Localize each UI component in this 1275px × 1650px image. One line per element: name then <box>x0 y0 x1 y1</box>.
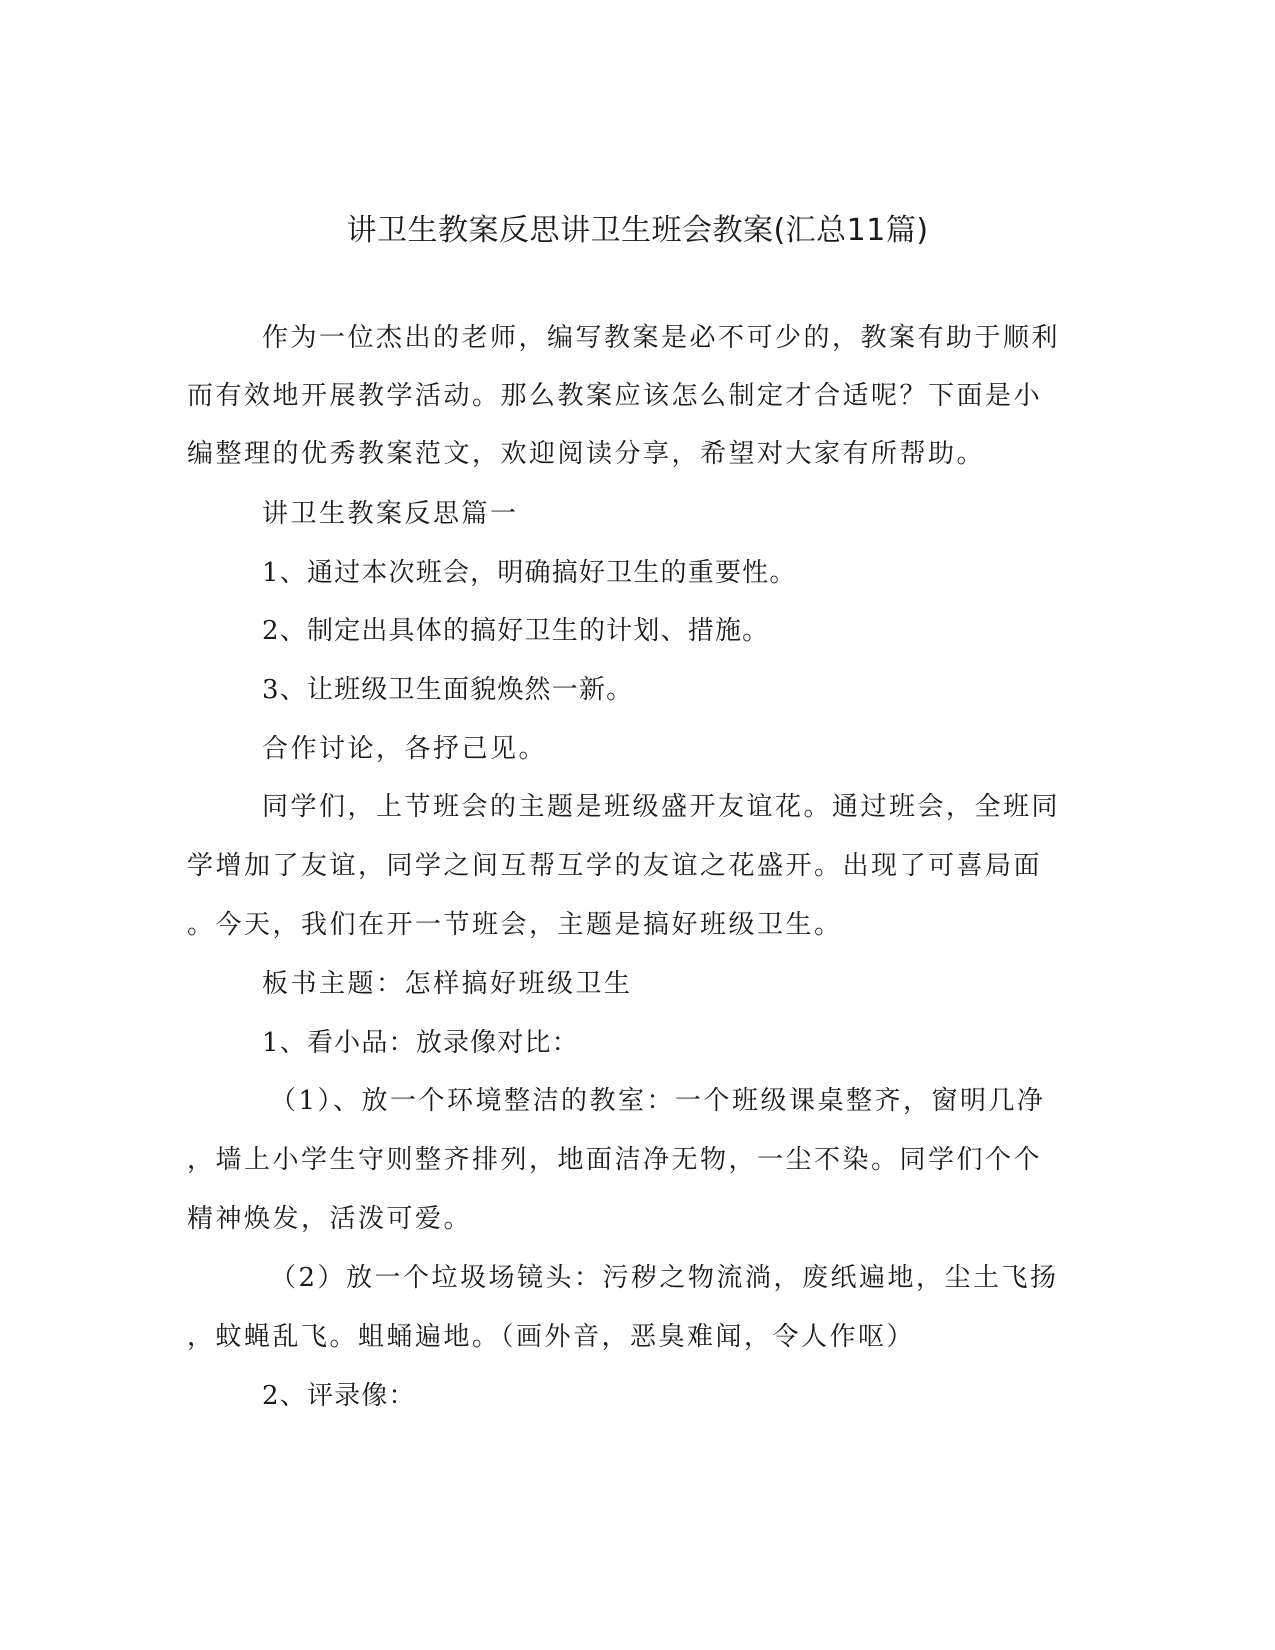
paragraph-line: 编整理的优秀教案范文，欢迎阅读分享，希望对大家有所帮助。 <box>187 439 986 469</box>
paragraph-line: ，蚊蝇乱飞。蛆蛹遍地。（画外音，恶臭难闻，令人作呕） <box>187 1322 916 1352</box>
paragraph-line: （1）、放一个环境整洁的教室：一个班级课桌整齐，窗明几净 <box>270 1086 1046 1116</box>
paragraph-line: ，墙上小学生守则整齐排列，地面洁净无物，一尘不染。同学们个个 <box>187 1145 1043 1175</box>
list-item: 3、让班级卫生面貌焕然一新。 <box>262 675 634 705</box>
document-title: 讲卫生教案反思讲卫生班会教案(汇总11篇) <box>346 213 929 248</box>
list-item: 2、制定出具体的搞好卫生的计划、措施。 <box>262 616 770 646</box>
paragraph-line: 同学们，上节班会的主题是班级盛开友谊花。通过班会，全班同 <box>262 792 1061 822</box>
paragraph-line: 学增加了友谊，同学之间互帮互学的友谊之花盛开。出现了可喜局面 <box>187 851 1043 881</box>
list-item: 1、通过本次班会，明确搞好卫生的重要性。 <box>262 558 797 588</box>
paragraph-line: 板书主题：怎样搞好班级卫生 <box>262 969 633 999</box>
paragraph-line: （2）放一个垃圾场镜头：污秽之物流淌，废纸遍地，尘土飞扬 <box>270 1263 1059 1293</box>
paragraph-line: 精神焕发，活泼可爱。 <box>187 1204 473 1234</box>
list-item: 1、看小品：放录像对比： <box>262 1028 579 1058</box>
section-heading: 讲卫生教案反思篇一 <box>262 499 519 529</box>
list-item: 2、评录像： <box>262 1381 416 1411</box>
paragraph-line: 合作讨论，各抒己见。 <box>262 734 548 764</box>
paragraph-line: 作为一位杰出的老师，编写教案是必不可少的，教案有助于顺利 <box>262 323 1061 353</box>
paragraph-line: 而有效地开展教学活动。那么教案应该怎么制定才合适呢？下面是小 <box>187 381 1043 411</box>
paragraph-line: 。今天，我们在开一节班会，主题是搞好班级卫生。 <box>187 910 843 940</box>
